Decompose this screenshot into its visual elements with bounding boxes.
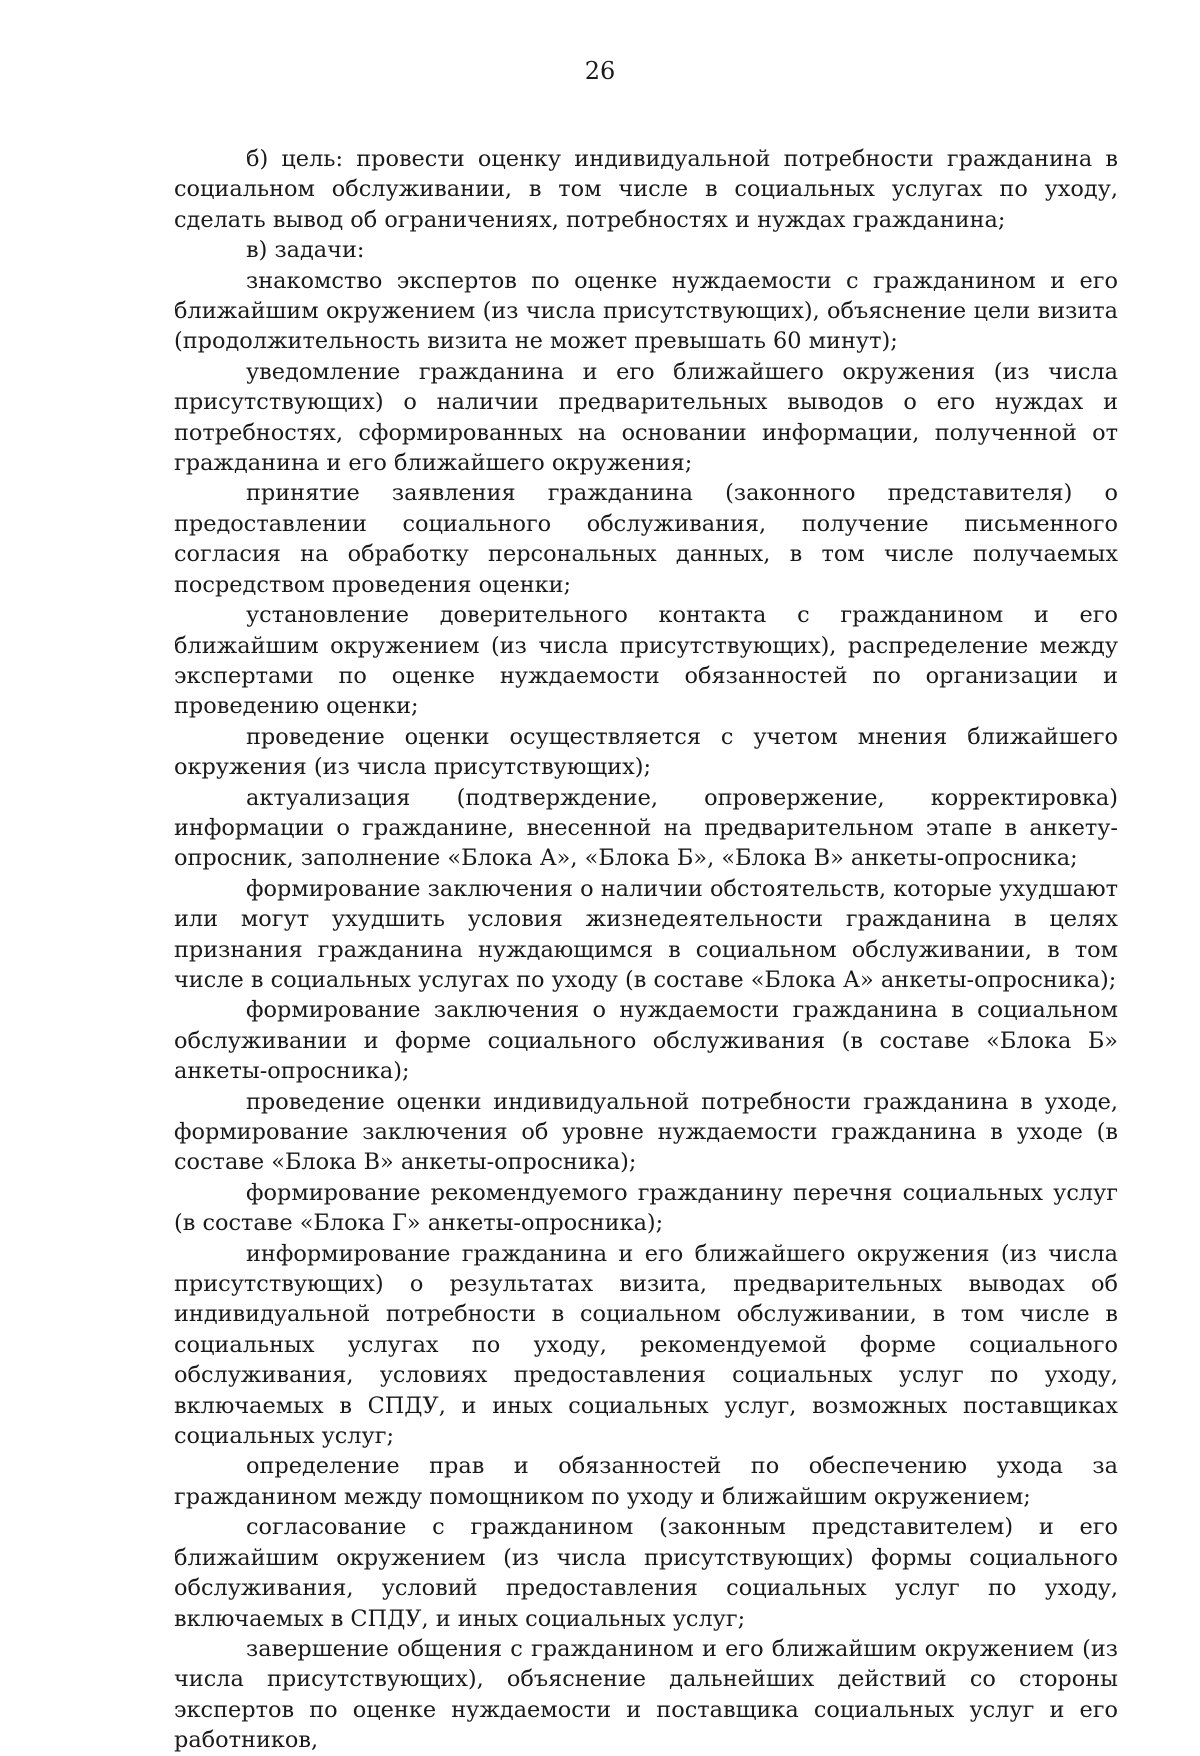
paragraph-task-application: принятие заявления гражданина (законного представителя) о предоставлении социального обслуживания, получение письменного согласия на обработку персональных данных, в том числе получаемых посредством проведения оценки;	[174, 480, 1118, 598]
paragraph-task-informing: информирование гражданина и его ближайшего окружения (из числа присутствующих) о результатах визита, предварительных выводах об индивидуальной потребности в социальном обслуживании, в том числе в социальных услугах по уходу, рекомендуемой форме социального обслуживания, условиях предоставления социальных услуг по уходу, включаемых в СПДУ, и иных социальных услуг, возможных поставщиках социальных услуг;	[174, 1240, 1118, 1450]
paragraph-task-notification: уведомление гражданина и его ближайшего окружения (из числа присутствующих) о наличии предварительных выводов о его нуждах и потребностях, сформированных на основании информации, полученной от гражданина и его ближайшего окружения;	[174, 358, 1118, 477]
paragraph-task-service-list: формирование рекомендуемого гражданину перечня социальных услуг (в составе «Блока Г» анкеты-опросника);	[174, 1179, 1118, 1237]
paragraph-goal: б) цель: провести оценку индивидуальной потребности гражданина в социальном обслуживании, в том числе в социальных услугах по уходу, сделать вывод об ограничениях, потребностях и нуждах гражданина;	[174, 146, 1118, 233]
page-number: 26	[584, 57, 616, 85]
paragraph-task-care-assessment: проведение оценки индивидуальной потребности гражданина в уходе, формирование заключения об уровне нуждаемости гражданина в уходе (в составе «Блока В» анкеты-опросника);	[174, 1088, 1118, 1176]
paragraph-task-assessment-opinion: проведение оценки осуществляется с учетом мнения ближайшего окружения (из числа присутствующих);	[174, 723, 1118, 781]
paragraph-task-agreement: согласование с гражданином (законным представителем) и его ближайшим окружением (из числа присутствующих) формы социального обслуживания, условий предоставления социальных услуг по уходу, включаемых в СПДУ, и иных социальных услуг;	[174, 1514, 1118, 1632]
paragraph-task-rights: определение прав и обязанностей по обеспечению ухода за гражданином между помощником по уходу и ближайшим окружением;	[174, 1453, 1118, 1510]
paragraph-task-completion: завершение общения с гражданином и его ближайшим окружением (из числа присутствующих), объяснение дальнейших действий со стороны экспертов по оценке нуждаемости и поставщика социальных услуг и его работников,	[174, 1635, 1118, 1754]
paragraph-task-actualization: актуализация (подтверждение, опровержение, корректировка) информации о гражданине, внесенной на предварительном этапе в анкету-опросник, заполнение «Блока А», «Блока Б», «Блока В» анкеты-опросника;	[174, 784, 1118, 872]
paragraph-task-contact: установление доверительного контакта с гражданином и его ближайшим окружением (из числа присутствующих), распределение между экспертами по оценке нуждаемости обязанностей по организации и проведению оценки;	[174, 602, 1118, 720]
paragraph-tasks-heading: в) задачи:	[246, 237, 365, 264]
paragraph-task-introduction: знакомство экспертов по оценке нуждаемости с гражданином и его ближайшим окружением (из числа присутствующих), объяснение цели визита (продолжительность визита не может превышать 60 минут);	[174, 267, 1118, 355]
document-body	[174, 144, 1118, 1756]
paragraph-task-conclusion-block-a: формирование заключения о наличии обстоятельств, которые ухудшают или могут ухудшить условия жизнедеятельности гражданина в целях признания гражданина нуждающимся в социальном обслуживании, в том числе в социальных услугах по уходу (в составе «Блока А» анкеты-опросника);	[174, 875, 1118, 993]
paragraph-task-conclusion-block-b: формирование заключения о нуждаемости гражданина в социальном обслуживании и форме социального обслуживания (в составе «Блока Б» анкеты-опросника);	[174, 997, 1118, 1085]
